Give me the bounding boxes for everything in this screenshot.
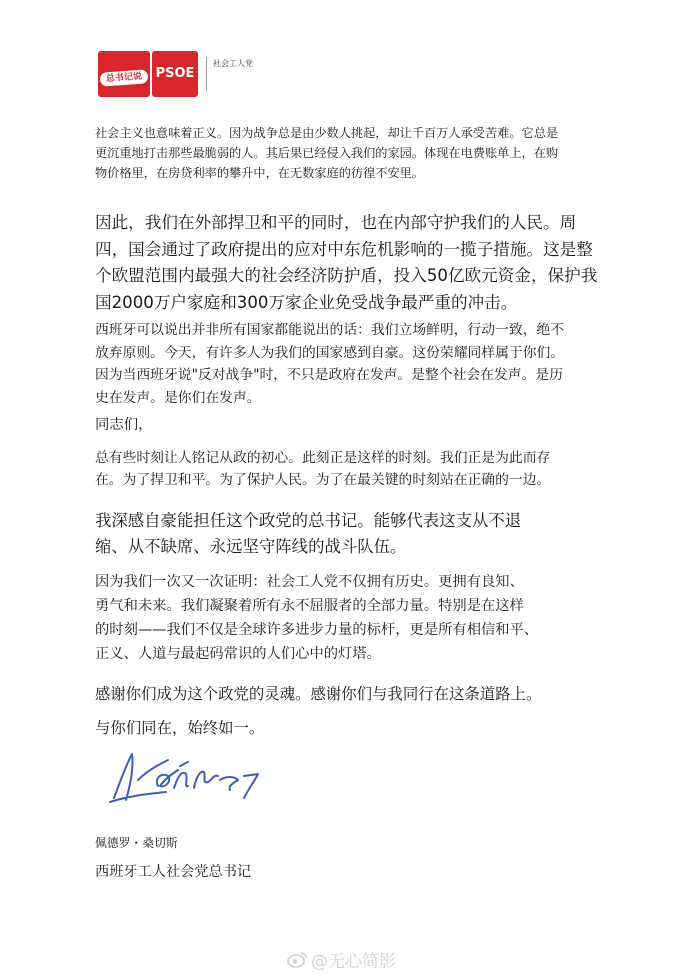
paragraph-8: 感谢你们成为这个政党的灵魂。感谢你们与我同行在这条道路上。 [95, 685, 542, 703]
letterhead [98, 50, 253, 98]
watermark-text: @无心简影 [311, 952, 396, 972]
signatory-title: 西班牙工人社会党总书记 [95, 864, 252, 880]
psoe-logo-text: PSOE [155, 66, 195, 81]
paragraph-5: 总有些时刻让人铭记从政的初心。此刻正是这样的时刻。我们正是为此而存 在。为了捍卫和平。为了保护人民。为了在最关键的时刻站在正确的一边。 [95, 450, 551, 488]
party-name: 社会工人党 [213, 58, 253, 68]
party-badge-logo [98, 51, 150, 97]
weibo-icon [287, 951, 307, 968]
paragraph-2: 因此，我们在外部捍卫和平的同时，也在内部守护我们的人民。周 四，国会通过了政府提出的应对中东危机影响的一揽子措施。这是整 个欧盟范围内最强大的社会经济防护盾，投入50亿欧元资金，保护我 国2000万户家庭和300万家企业免受战争最严重的冲击。 [95, 213, 598, 312]
psoe-logo [152, 51, 198, 97]
handwritten-signature [108, 740, 268, 820]
signatory-name: 佩德罗・桑切斯 [95, 836, 178, 850]
salutation-comrades: 同志们， [95, 417, 153, 433]
closing-line: 与你们同在，始终如一。 [95, 719, 265, 737]
paragraph-1: 社会主义也意味着正义。因为战争总是由少数人挑起，却让千百万人承受苦难。它总是 更沉重地打击那些最脆弱的人。其后果已经侵入我们的家园。体现在电费账单上，在购 物价格里，在房贷利率的攀升中，在无数家庭的彷徨不安里。 [95, 126, 559, 180]
paragraph-6: 我深感自豪能担任这个政党的总书记。能够代表这支从不退 缩、从不缺席、永远坚守阵线的战斗队伍。 [95, 511, 522, 556]
badge-text: 总书记说 [100, 69, 149, 86]
paragraph-7: 因为我们一次又一次证明：社会工人党不仅拥有历史。更拥有良知、 勇气和未来。我们凝聚着所有永不屈服者的全部力量。特别是在这样 的时刻——我们不仅是全球许多进步力量的标杆，更是所有相信和平、 正义、人道与最起码常识的人们心中的灯塔。 [95, 574, 539, 662]
weibo-watermark [287, 947, 396, 972]
paragraph-3: 西班牙可以说出并非所有国家都能说出的话：我们立场鲜明，行动一致，绝不 放弃原则。今天，有许多人为我们的国家感到自豪。这份荣耀同样属于你们。 因为当西班牙说"反对战争"时，不只是政府在发声。是整个社会在发声。是历 史在发声。是你们在发声。 [95, 322, 565, 406]
header-divider [206, 57, 207, 91]
